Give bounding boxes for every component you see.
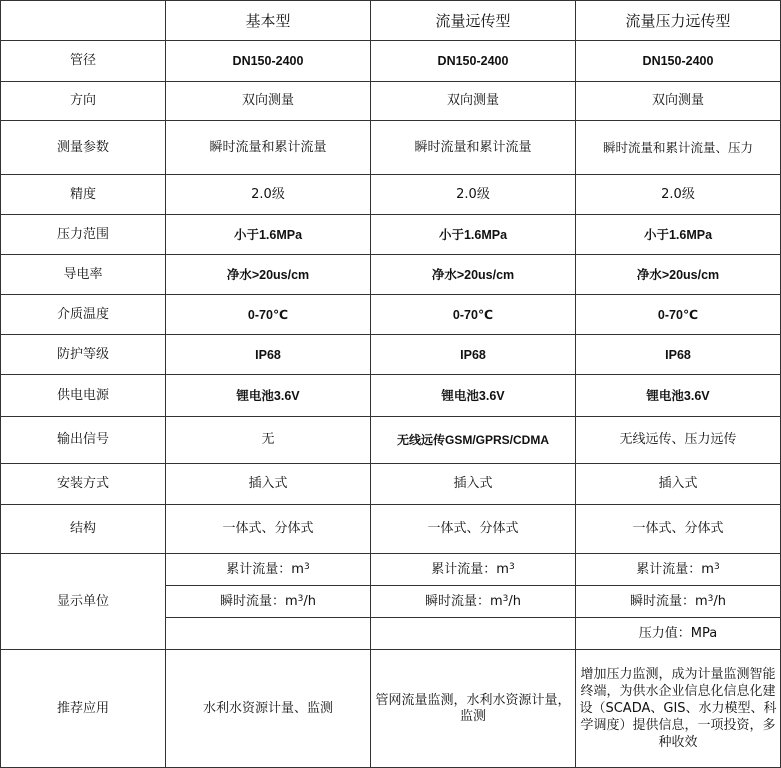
cell-cumulative-pressure: [576, 554, 781, 586]
cell-instant-basic: [166, 586, 371, 618]
table-row: [1, 375, 781, 417]
table-row: [1, 82, 781, 121]
cell-protection-flow: IP68: [371, 335, 576, 375]
instant-unit-sup: 3: [707, 593, 714, 604]
table-row: [1, 505, 781, 554]
row-label-direction: 方向: [1, 82, 166, 121]
cell-structure-flow: 一体式、分体式: [371, 505, 576, 554]
cell-output-pressure: 无线远传、压力远传: [576, 417, 781, 464]
row-label-parameters: 测量参数: [1, 121, 166, 175]
header-basic: 基本型: [166, 1, 371, 41]
cell-accuracy-basic: 2.0级: [166, 175, 371, 215]
cell-direction-flow: 双向测量: [371, 82, 576, 121]
instant-unit-text: 瞬时流量：m: [424, 593, 503, 609]
header-row: [1, 1, 781, 41]
cell-conductivity-basic: 净水>20us/cm: [166, 255, 371, 295]
cell-structure-pressure: 一体式、分体式: [576, 505, 781, 554]
cell-protection-pressure: IP68: [576, 335, 781, 375]
cumulative-unit-sup: 3: [713, 561, 720, 572]
cell-instant-pressure: [576, 586, 781, 618]
table-row: [1, 255, 781, 295]
row-label-diameter: 管径: [1, 41, 166, 82]
row-label-conductivity: 导电率: [1, 255, 166, 295]
row-label-pressure-range: 压力范围: [1, 215, 166, 255]
cell-power-basic: 锂电池3.6V: [166, 375, 371, 417]
cell-application-pressure: 增加压力监测，成为计量监测智能终端，为供水企业信息化信息化建设（SCADA、GIS、水力模型、科学调度）提供信息，一项投资，多种收效: [576, 650, 781, 768]
cell-conductivity-pressure: 净水>20us/cm: [576, 255, 781, 295]
row-label-output: 输出信号: [1, 417, 166, 464]
table-row-application: [1, 650, 781, 768]
cell-parameters-basic: 瞬时流量和累计流量: [166, 121, 371, 175]
table-row: [1, 41, 781, 82]
cell-parameters-flow: 瞬时流量和累计流量: [371, 121, 576, 175]
cell-installation-pressure: 插入式: [576, 464, 781, 505]
instant-unit-text: 瞬时流量：m: [219, 593, 298, 609]
row-label-display-unit: 显示单位: [1, 554, 166, 650]
cell-temperature-basic: 0-70℃: [166, 295, 371, 335]
header-flow-remote: 流量远传型: [371, 1, 576, 41]
instant-unit-suffix: /h: [713, 593, 727, 609]
cell-output-flow: 无线远传GSM/GPRS/CDMA: [371, 417, 576, 464]
row-label-application: 推荐应用: [1, 650, 166, 768]
table-row: [1, 464, 781, 505]
row-label-protection: 防护等级: [1, 335, 166, 375]
cell-diameter-basic: DN150-2400: [166, 41, 371, 82]
instant-unit-suffix: /h: [303, 593, 317, 609]
cumulative-unit-text: 累计流量：m: [431, 561, 509, 577]
instant-unit-text: 瞬时流量：m: [629, 593, 708, 609]
cell-installation-flow: 插入式: [371, 464, 576, 505]
cell-diameter-pressure: DN150-2400: [576, 41, 781, 82]
row-label-installation: 安装方式: [1, 464, 166, 505]
cell-pressure-unit-basic-empty: [166, 618, 371, 650]
table-row: [1, 335, 781, 375]
table-row: [1, 417, 781, 464]
table-row: [1, 215, 781, 255]
cell-structure-basic: 一体式、分体式: [166, 505, 371, 554]
cell-pressure-unit-flow-empty: [371, 618, 576, 650]
cumulative-unit-sup: 3: [303, 561, 310, 572]
cell-pressure-range-pressure: 小于1.6MPa: [576, 215, 781, 255]
cell-direction-basic: 双向测量: [166, 82, 371, 121]
cell-diameter-flow: DN150-2400: [371, 41, 576, 82]
cell-conductivity-flow: 净水>20us/cm: [371, 255, 576, 295]
cumulative-unit-text: 累计流量：m: [226, 561, 304, 577]
cell-temperature-flow: 0-70℃: [371, 295, 576, 335]
cell-cumulative-basic: [166, 554, 371, 586]
header-corner: [1, 1, 166, 41]
table-row: [1, 121, 781, 175]
cell-temperature-pressure: 0-70℃: [576, 295, 781, 335]
cumulative-unit-text: 累计流量：m: [636, 561, 714, 577]
cell-pressure-range-basic: 小于1.6MPa: [166, 215, 371, 255]
cell-cumulative-flow: [371, 554, 576, 586]
instant-unit-sup: 3: [297, 593, 304, 604]
cell-direction-pressure: 双向测量: [576, 82, 781, 121]
instant-unit-suffix: /h: [508, 593, 522, 609]
cell-power-flow: 锂电池3.6V: [371, 375, 576, 417]
table-row: [1, 175, 781, 215]
cumulative-unit-sup: 3: [508, 561, 515, 572]
display-unit-row-cumulative: [1, 554, 781, 586]
cell-accuracy-pressure: 2.0级: [576, 175, 781, 215]
cell-output-basic: 无: [166, 417, 371, 464]
cell-parameters-pressure: 瞬时流量和累计流量、压力: [576, 121, 781, 175]
cell-pressure-unit-pressure: 压力值：MPa: [576, 618, 781, 650]
header-flow-pressure-remote: 流量压力远传型: [576, 1, 781, 41]
cell-installation-basic: 插入式: [166, 464, 371, 505]
row-label-structure: 结构: [1, 505, 166, 554]
cell-instant-flow: [371, 586, 576, 618]
cell-application-flow: 管网流量监测，水利水资源计量，监测: [371, 650, 576, 768]
cell-pressure-range-flow: 小于1.6MPa: [371, 215, 576, 255]
row-label-temperature: 介质温度: [1, 295, 166, 335]
cell-power-pressure: 锂电池3.6V: [576, 375, 781, 417]
cell-protection-basic: IP68: [166, 335, 371, 375]
row-label-accuracy: 精度: [1, 175, 166, 215]
cell-accuracy-flow: 2.0级: [371, 175, 576, 215]
table-row: [1, 295, 781, 335]
cell-application-basic: 水利水资源计量、监测: [166, 650, 371, 768]
row-label-power: 供电电源: [1, 375, 166, 417]
instant-unit-sup: 3: [502, 593, 509, 604]
